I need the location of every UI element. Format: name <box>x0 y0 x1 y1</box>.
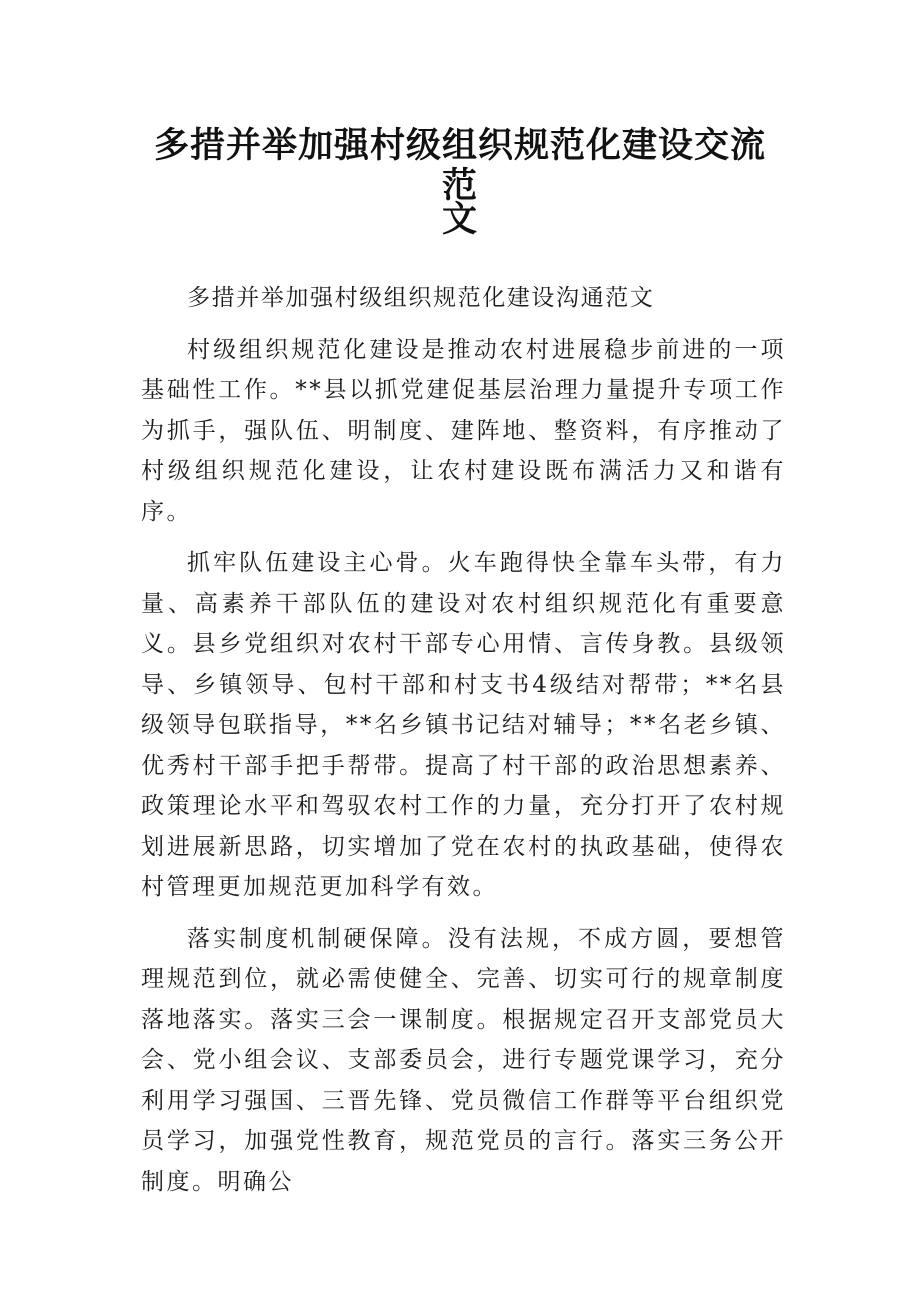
document-body <box>141 278 786 1213</box>
body-paragraph-team-building: 抓牢队伍建设主心骨。火车跑得快全靠车头带，有力量、高素养干部队伍的建设对农村组织规范化有重要意义。县乡党组织对农村干部专心用情、言传身教。县级领导、乡镇领导、包村干部和村支书4级结对帮带；**名县级领导包联指导，**名乡镇书记结对辅导；**名老乡镇、优秀村干部手把手帮带。提高了村干部的政治思想素养、政策理论水平和驾驭农村工作的力量，充分打开了农村规划进展新思路，切实增加了党在农村的执政基础，使得农村管理更加规范更加科学有效。 <box>141 550 786 900</box>
document-title-line-2: 文 <box>441 200 478 240</box>
document-title-line-1: 多措并举加强村级组织规范化建设交流范 <box>153 126 766 206</box>
body-paragraph-system-guarantee: 落实制度机制硬保障。没有法规，不成方圆，要想管理规范到位，就必需使健全、完善、切实可行的规章制度落地落实。落实三会一课制度。根据规定召开支部党员大会、党小组会议、支部委员会，进行专题党课学习，充分利用学习强国、三晋先锋、党员微信工作群等平台组织党员学习，加强党性教育，规范党员的言行。落实三务公开制度。明确公 <box>141 925 786 1195</box>
document-subtitle: 多措并举加强村级组织规范化建设沟通范文 <box>187 285 655 311</box>
body-paragraph-intro: 村级组织规范化建设是推动农村进展稳步前进的一项基础性工作。**县以抓党建促基层治理力量提升专项工作为抓手，强队伍、明制度、建阵地、整资料，有序推动了村级组织规范化建设，让农村建设既布满活力又和谐有序。 <box>141 336 786 525</box>
